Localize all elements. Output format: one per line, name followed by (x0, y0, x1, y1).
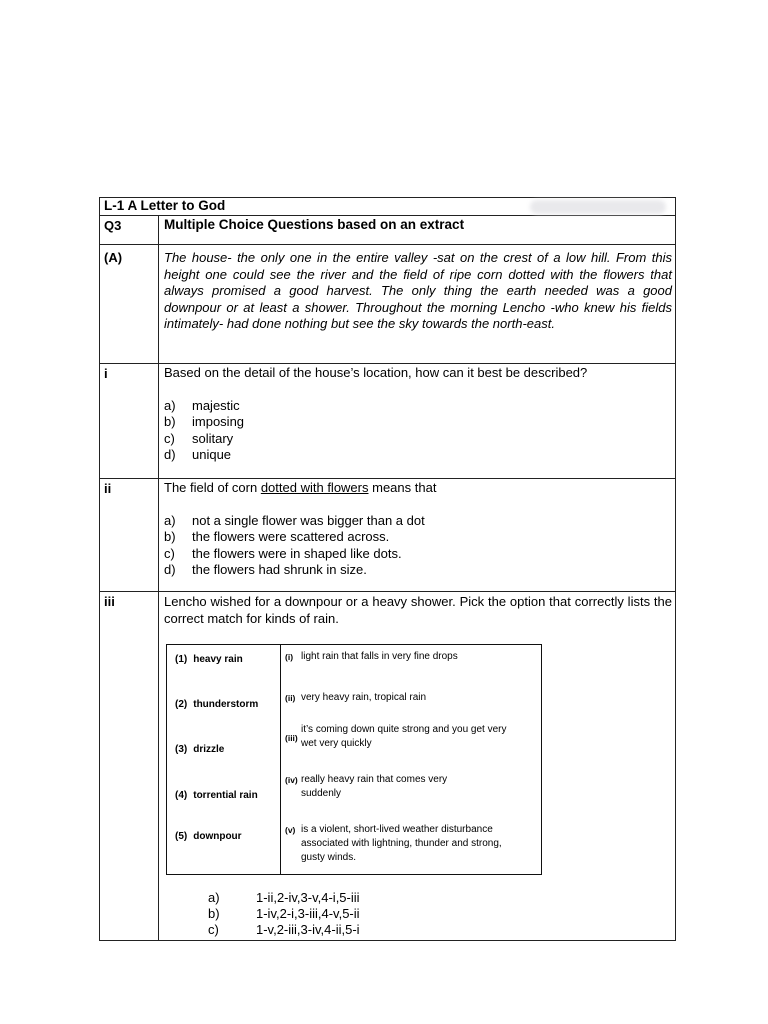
option-letter: b) (164, 529, 176, 544)
match-table (166, 644, 542, 875)
match-right-item: (iii) it’s coming down quite strong and you get very wet very quickly (285, 724, 507, 749)
option-text: the flowers were in shaped like dots. (192, 545, 402, 561)
option-text: 1-iv,2-i,3-iii,4-v,5-ii (256, 906, 360, 921)
match-right-item: (ii) very heavy rain, tropical rain (285, 692, 427, 703)
question-number: iii (104, 594, 115, 609)
row-divider (100, 363, 675, 364)
match-right-item: (v) is a violent, short-lived weather disturbance associated with lightning, thunder and strong, gusty winds. (285, 824, 502, 863)
option-letter: b) (208, 906, 220, 921)
question-number: ii (104, 481, 112, 496)
extract-text: The house- the only one in the entire valley -sat on the crest of a low hill. From this height one could see the river and the field of ripe corn dotted with the flowers that always promised a good harvest. The only thing the earth needed was a good downpour or at least a shower. Throughout the morning Lencho -who knew his fields intimately- had done nothing but see the sky towards the north-east. (164, 250, 672, 331)
question-i (164, 365, 672, 464)
question-label: Q3 (104, 218, 122, 233)
lesson-title: L-1 A Letter to God (104, 198, 226, 213)
option-text: the flowers were scattered across. (192, 529, 390, 544)
option-b[interactable] (164, 529, 672, 546)
column-divider (158, 215, 159, 941)
match-right-item: (iv) really heavy rain that comes very suddenly (285, 774, 448, 799)
option-text: solitary (192, 430, 234, 446)
option-text: not a single flower was bigger than a dot (192, 512, 425, 528)
option-text: imposing (192, 414, 245, 429)
question-stem: Based on the detail of the house’s location, how can it best be described? (164, 365, 588, 380)
option-b[interactable] (164, 414, 672, 431)
option-text: 1-ii,2-iv,3-v,4-i,5-iii (256, 890, 360, 905)
question-ii (164, 480, 672, 579)
option-letter: a) (164, 397, 176, 413)
option-text: majestic (192, 397, 240, 413)
match-left-item: (1) heavy rain (175, 654, 243, 665)
question-stem: Lencho wished for a downpour or a heavy shower. Pick the option that correctly lists the correct match for kinds of rain. (164, 594, 672, 626)
answer-option-c[interactable] (208, 922, 360, 938)
stem-text: means that (368, 480, 437, 495)
match-left-item: (5) downpour (175, 831, 242, 842)
redacted-mark (530, 200, 666, 214)
option-letter: c) (164, 430, 175, 446)
stem-underlined-phrase: dotted with flowers (260, 480, 369, 495)
option-letter: d) (164, 562, 176, 577)
option-a[interactable] (164, 398, 672, 415)
option-list (164, 513, 672, 579)
match-left-item: (4) torrential rain (175, 790, 258, 801)
option-list (164, 398, 672, 464)
row-divider (100, 244, 675, 245)
option-d[interactable] (164, 562, 672, 579)
option-letter: c) (164, 545, 175, 561)
match-left-item: (2) thunderstorm (175, 699, 259, 710)
answer-options (208, 890, 360, 938)
question-heading: Multiple Choice Questions based on an extract (164, 217, 465, 232)
answer-option-b[interactable] (208, 906, 360, 922)
option-text: the flowers had shrunk in size. (192, 562, 367, 577)
option-letter: c) (208, 922, 219, 937)
option-text: unique (192, 447, 232, 462)
option-letter: b) (164, 414, 176, 429)
worksheet-table (99, 197, 676, 941)
row-divider (100, 591, 675, 592)
option-a[interactable] (164, 513, 672, 530)
question-number: i (104, 366, 108, 381)
row-divider (100, 478, 675, 479)
answer-option-a[interactable] (208, 890, 360, 906)
option-d[interactable] (164, 447, 672, 464)
option-letter: a) (208, 890, 220, 905)
stem-text: The field of corn (164, 480, 261, 495)
option-letter: a) (164, 512, 176, 528)
option-c[interactable] (164, 431, 672, 448)
match-right-item: (i) light rain that falls in very fine drops (285, 651, 458, 662)
option-c[interactable] (164, 546, 672, 563)
match-left-item: (3) drizzle (175, 744, 225, 755)
option-letter: d) (164, 447, 176, 462)
row-divider (100, 215, 675, 216)
match-divider (280, 645, 281, 874)
option-text: 1-v,2-iii,3-iv,4-ii,5-i (256, 922, 360, 937)
extract-label: (A) (104, 250, 123, 265)
question-stem (164, 480, 672, 497)
